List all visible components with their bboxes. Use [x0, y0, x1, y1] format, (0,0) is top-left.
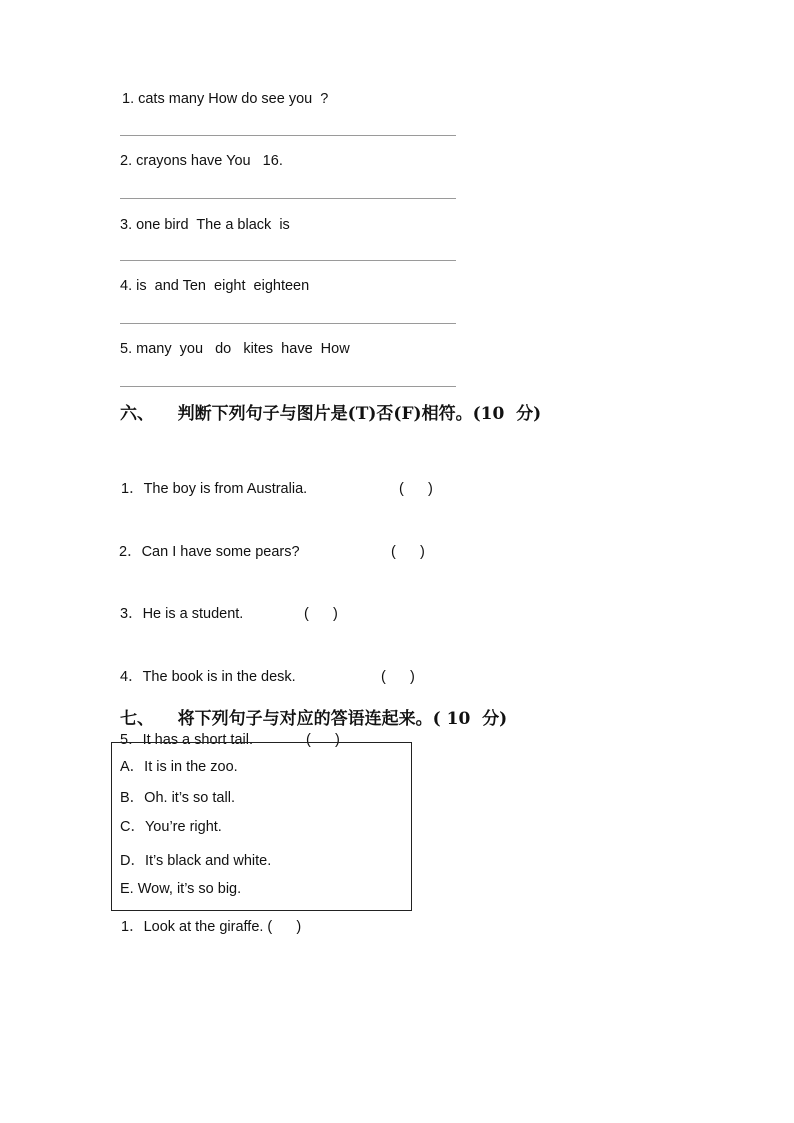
- tf-bracket-5: ( ): [306, 732, 340, 748]
- unscramble-item-1: 1. cats many How do see you ?: [122, 91, 329, 107]
- unscramble-item-2: 2. crayons have You 16.: [120, 153, 283, 169]
- answer-line-3: [120, 260, 456, 261]
- answer-line-5: [120, 386, 456, 387]
- section7-heading: 七、 将下列句子与对应的答语连起来。( 10 分): [120, 709, 508, 729]
- match-question-1: 1．Look at the giraffe. ( ): [121, 919, 302, 935]
- tf-item-1: 1．The boy is from Australia.: [121, 481, 308, 497]
- tf-item-2: 2．Can I have some pears?: [119, 544, 300, 560]
- answer-option-b: B．Oh. it’s so tall.: [120, 790, 235, 806]
- tf-bracket-2: ( ): [391, 544, 425, 560]
- answer-option-a: A．It is in the zoo.: [120, 759, 238, 775]
- tf-item-5: 5．It has a short tail.: [120, 732, 253, 748]
- answer-line-2: [120, 198, 456, 199]
- tf-bracket-3: ( ): [304, 606, 338, 622]
- answer-option-c: C．You’re right.: [120, 819, 222, 835]
- tf-item-3: 3．He is a student.: [120, 606, 244, 622]
- answer-line-1: [120, 135, 456, 136]
- section6-heading: 六、 判断下列句子与图片是(T)否(F)相符。(10 分): [120, 404, 542, 424]
- unscramble-item-5: 5. many you do kites have How: [120, 341, 350, 357]
- answer-line-4: [120, 323, 456, 324]
- tf-bracket-1: ( ): [399, 481, 433, 497]
- answer-option-e: E. Wow, it’s so big.: [120, 881, 242, 897]
- unscramble-item-4: 4. is and Ten eight eighteen: [120, 278, 310, 294]
- unscramble-item-3: 3. one bird The a black is: [120, 217, 290, 233]
- tf-bracket-4: ( ): [381, 669, 415, 685]
- answer-option-d: D．It’s black and white.: [120, 853, 272, 869]
- tf-item-4: 4．The book is in the desk.: [120, 669, 296, 685]
